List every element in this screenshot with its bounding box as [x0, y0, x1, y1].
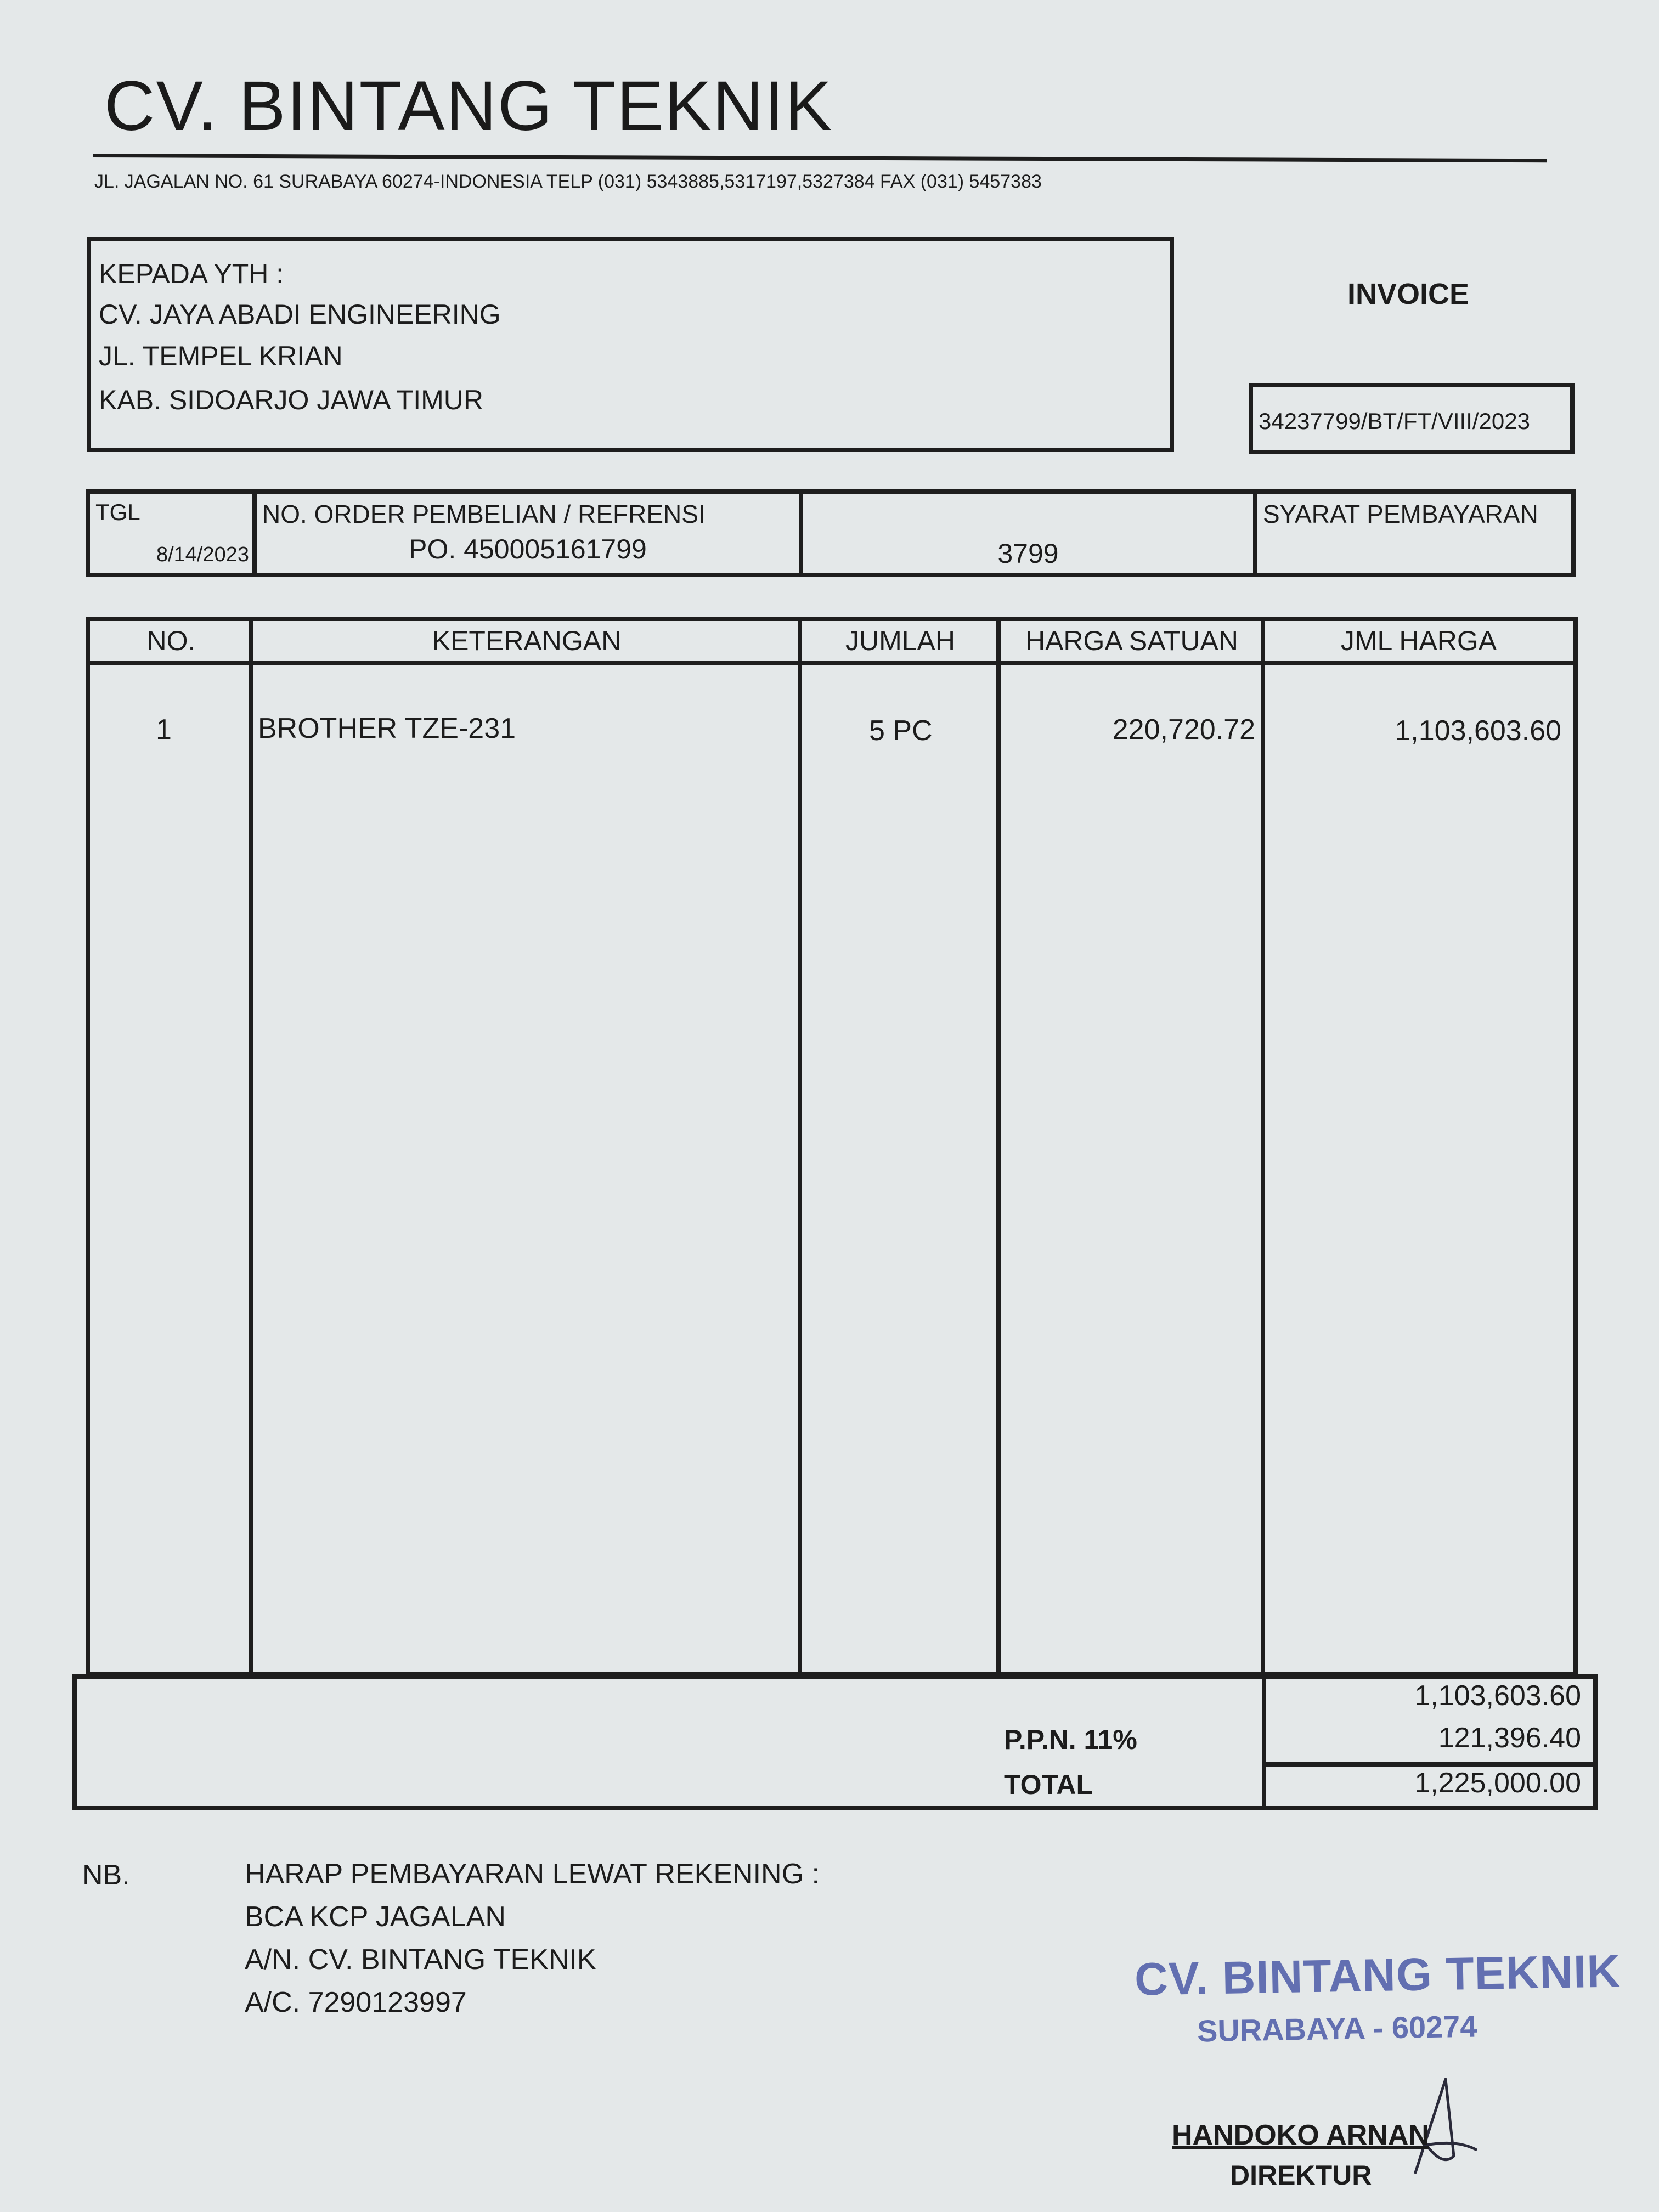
header-no: NO.: [90, 621, 252, 665]
recipient-name: CV. JAYA ABADI ENGINEERING: [99, 299, 501, 330]
reference-row: [86, 489, 1576, 577]
account-number: A/C. 7290123997: [245, 1987, 467, 2018]
column-divider: [1261, 621, 1265, 1672]
row-quantity: 5 PC: [869, 715, 933, 747]
date-label: TGL: [95, 499, 140, 525]
order-label: NO. ORDER PEMBELIAN / REFRENSI: [262, 500, 706, 528]
invoice-number: 34237799/BT/FT/VIII/2023: [1259, 408, 1530, 434]
items-table: [86, 617, 1578, 1677]
header-description: KETERANGAN: [252, 621, 801, 665]
column-divider: [996, 621, 1001, 1672]
tax-label: P.P.N. 11%: [1004, 1724, 1137, 1755]
company-title: CV. BINTANG TEKNIK: [104, 67, 833, 145]
header-amount: JML HARGA: [1264, 621, 1573, 665]
row-description: BROTHER TZE-231: [258, 713, 516, 744]
extra-reference-cell: [803, 494, 1257, 573]
bank-name: BCA KCP JAGALAN: [245, 1901, 506, 1933]
company-address: JL. JAGALAN NO. 61 SURABAYA 60274-INDONESIA TELP (031) 5343885,5317197,5327384 FAX (031) 5457383: [94, 171, 1042, 192]
subtotal-value: 1,103,603.60: [1414, 1680, 1581, 1712]
payment-terms-cell: [1257, 494, 1571, 573]
recipient-label: KEPADA YTH :: [99, 258, 284, 289]
signer-name: HANDOKO ARNAN: [1172, 2119, 1429, 2151]
row-unit-price: 220,720.72: [1112, 714, 1255, 746]
total-label: TOTAL: [1004, 1769, 1093, 1800]
row-no: 1: [156, 714, 172, 746]
account-holder: A/N. CV. BINTANG TEKNIK: [245, 1944, 596, 1976]
extra-reference-value: 3799: [997, 538, 1059, 569]
column-divider: [798, 621, 802, 1672]
invoice-number-box: [1249, 383, 1575, 454]
header-unit-price: HARGA SATUAN: [1000, 621, 1264, 665]
header-quantity: JUMLAH: [801, 621, 1000, 665]
invoice-label: INVOICE: [1347, 278, 1470, 311]
signer-title: DIREKTUR: [1230, 2160, 1372, 2191]
date-cell: [90, 494, 257, 573]
payment-instruction: HARAP PEMBAYARAN LEWAT REKENING :: [245, 1858, 820, 1890]
recipient-street: JL. TEMPEL KRIAN: [99, 341, 343, 371]
date-value: 8/14/2023: [156, 543, 249, 566]
payment-terms-label: SYARAT PEMBAYARAN: [1263, 500, 1538, 528]
column-divider: [249, 621, 253, 1672]
row-amount: 1,103,603.60: [1395, 715, 1561, 747]
totals-rule: [1262, 1762, 1593, 1767]
total-value: 1,225,000.00: [1414, 1767, 1581, 1799]
recipient-box: [87, 237, 1174, 452]
stamp-city: SURABAYA - 60274: [1197, 2008, 1477, 2049]
notes-label: NB.: [82, 1859, 130, 1891]
tax-value: 121,396.40: [1438, 1722, 1581, 1754]
order-value: PO. 450005161799: [409, 534, 647, 565]
recipient-region: KAB. SIDOARJO JAWA TIMUR: [99, 385, 484, 415]
totals-box: [72, 1674, 1598, 1810]
stamp-company: CV. BINTANG TEKNIK: [1134, 1945, 1621, 2005]
order-cell: [257, 494, 803, 573]
title-rule: [93, 154, 1547, 162]
totals-divider: [1262, 1679, 1266, 1806]
